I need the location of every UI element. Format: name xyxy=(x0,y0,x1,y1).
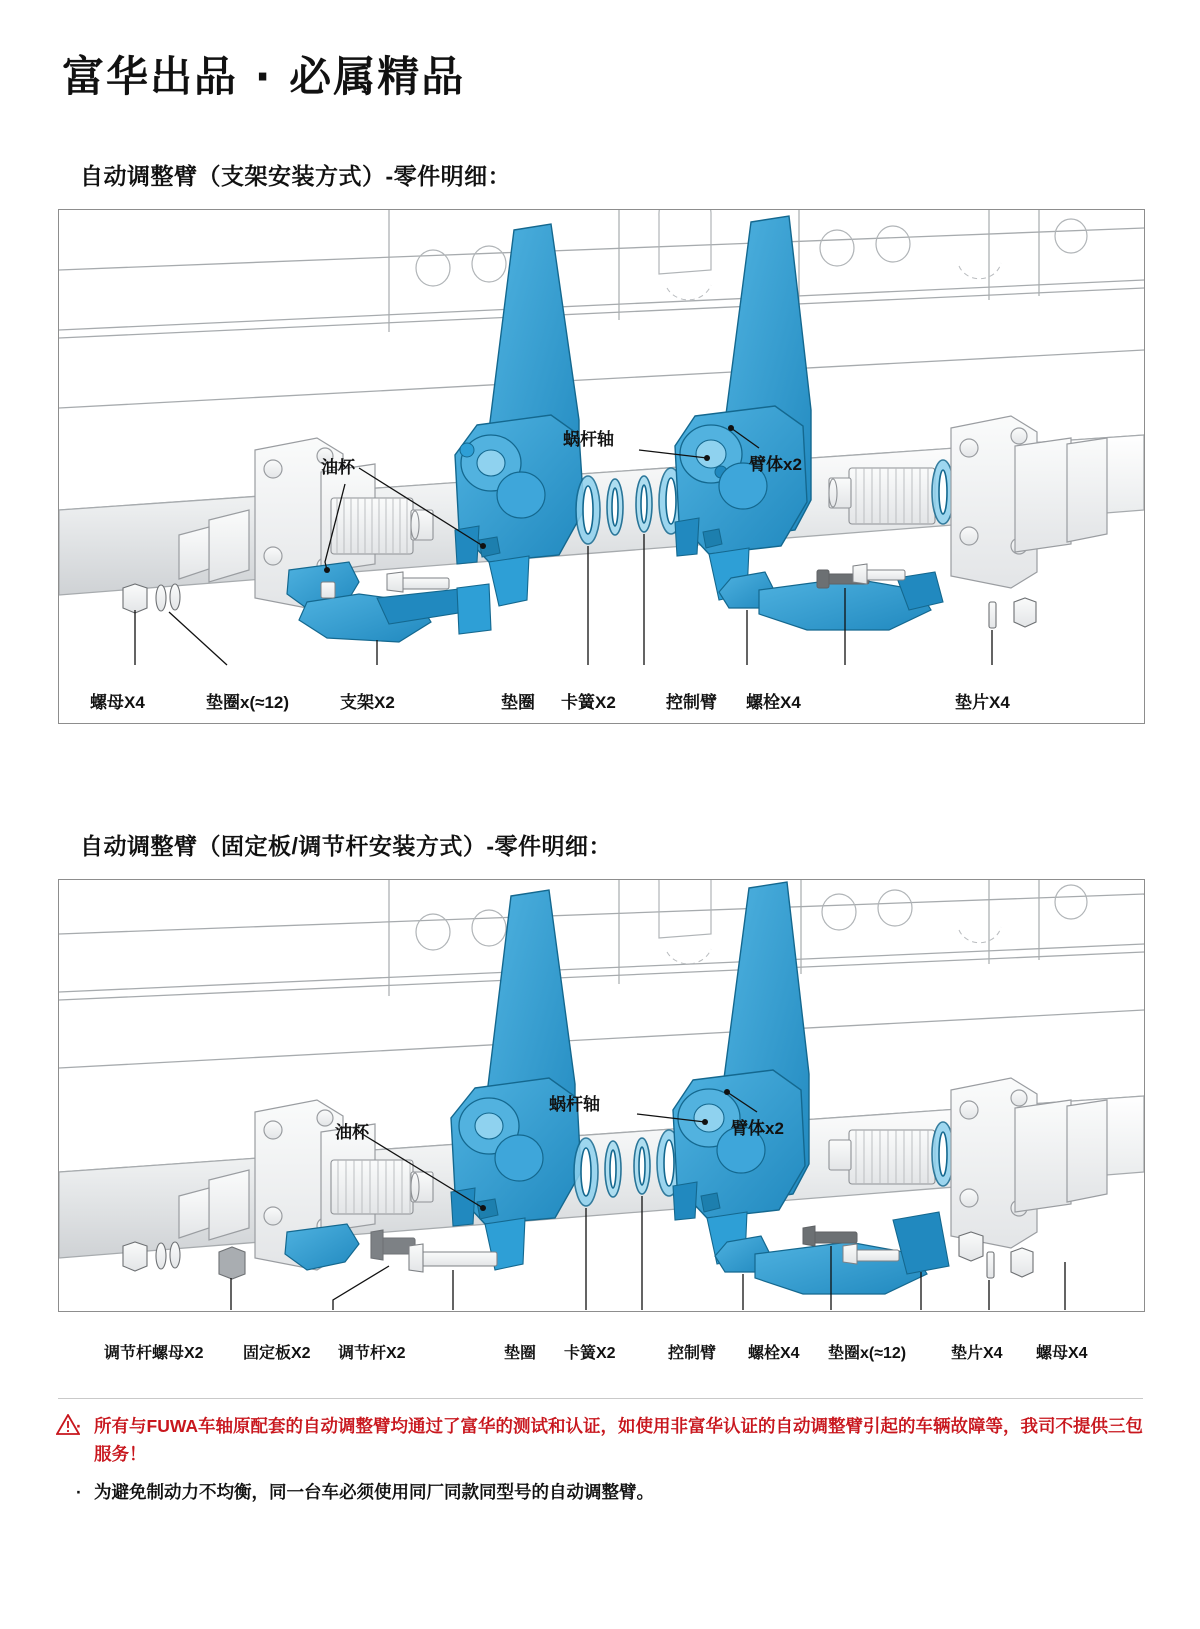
callout-arm-body-1: 臂体x2 xyxy=(749,455,802,474)
legend-washer-1: 垫圈x(≈12) xyxy=(206,693,290,712)
legend-gasket-2: 垫圈 xyxy=(504,1345,537,1362)
legend-bolt-1: 螺栓X4 xyxy=(746,693,801,712)
adjust-rod xyxy=(415,1252,497,1266)
nut-piece-1 xyxy=(123,584,147,613)
legend-gasket-1: 垫圈 xyxy=(501,693,535,712)
notes-block xyxy=(60,1412,1150,1506)
warning-note-text: 所有与FUWA车轴原配套的自动调整臂均通过了富华的测试和认证，如使用非富华认证的自动调整臂引起的车辆故障等，我司不提供三包服务！ xyxy=(94,1416,1144,1464)
warning-note xyxy=(60,1412,1150,1468)
legend-nut-1: 螺母X4 xyxy=(90,693,145,712)
bullet-dot: · xyxy=(76,1482,82,1502)
callout-worm-shaft-1: 蜗杆轴 xyxy=(563,430,614,449)
legend-shim-1: 垫片X4 xyxy=(955,693,1010,712)
page-title: 富华出品 · 必属精品 xyxy=(62,52,466,101)
legend-control-arm-2: 控制臂 xyxy=(668,1345,717,1362)
callout-arm-body-2: 臂体x2 xyxy=(731,1119,784,1138)
callout-worm-shaft-2: 蜗杆轴 xyxy=(549,1095,600,1114)
diagram-bracket-mount xyxy=(58,209,1145,724)
notes-divider xyxy=(58,1398,1143,1399)
shim-piece-1 xyxy=(989,602,996,628)
balance-note-text: 为避免制动力不均衡，同一台车必须使用同厂同款同型号的自动调整臂。 xyxy=(94,1482,654,1502)
legend-bolt-2: 螺栓X4 xyxy=(748,1345,800,1362)
section-2-title: 自动调整臂（固定板/调节杆安装方式）-零件明细： xyxy=(80,833,613,859)
diagram-plate-rod-mount xyxy=(58,879,1145,1312)
adjust-rod-nut xyxy=(219,1247,245,1279)
legend-nut-2: 螺母X4 xyxy=(1036,1345,1088,1362)
legend-clip-1: 卡簧X2 xyxy=(561,693,616,712)
legend-adjust-rod-2: 调节杆X2 xyxy=(338,1345,406,1362)
bullet-dot: · xyxy=(76,1416,82,1436)
exploded-view-1 xyxy=(59,210,1144,723)
legend-washer-2: 垫圈x(≈12) xyxy=(828,1345,907,1362)
legend-shim-2: 垫片X4 xyxy=(951,1345,1003,1362)
legend-clip-2: 卡簧X2 xyxy=(564,1345,616,1362)
legend-bracket-1: 支架X2 xyxy=(340,693,395,712)
callout-oil-cup-2: 油杯 xyxy=(335,1123,369,1142)
balance-note xyxy=(60,1478,1150,1506)
legend-fixing-plate-2: 固定板X2 xyxy=(243,1345,311,1362)
section-1-title: 自动调整臂（支架安装方式）-零件明细： xyxy=(80,163,512,189)
legend-control-arm-1: 控制臂 xyxy=(666,693,717,712)
exploded-view-2 xyxy=(59,880,1144,1311)
legend-row-2 xyxy=(58,1340,1143,1366)
legend-adjust-rod-nut-2: 调节杆螺母X2 xyxy=(104,1345,204,1362)
legend-row-1 xyxy=(58,688,1143,714)
callout-oil-cup-1: 油杯 xyxy=(321,458,355,477)
